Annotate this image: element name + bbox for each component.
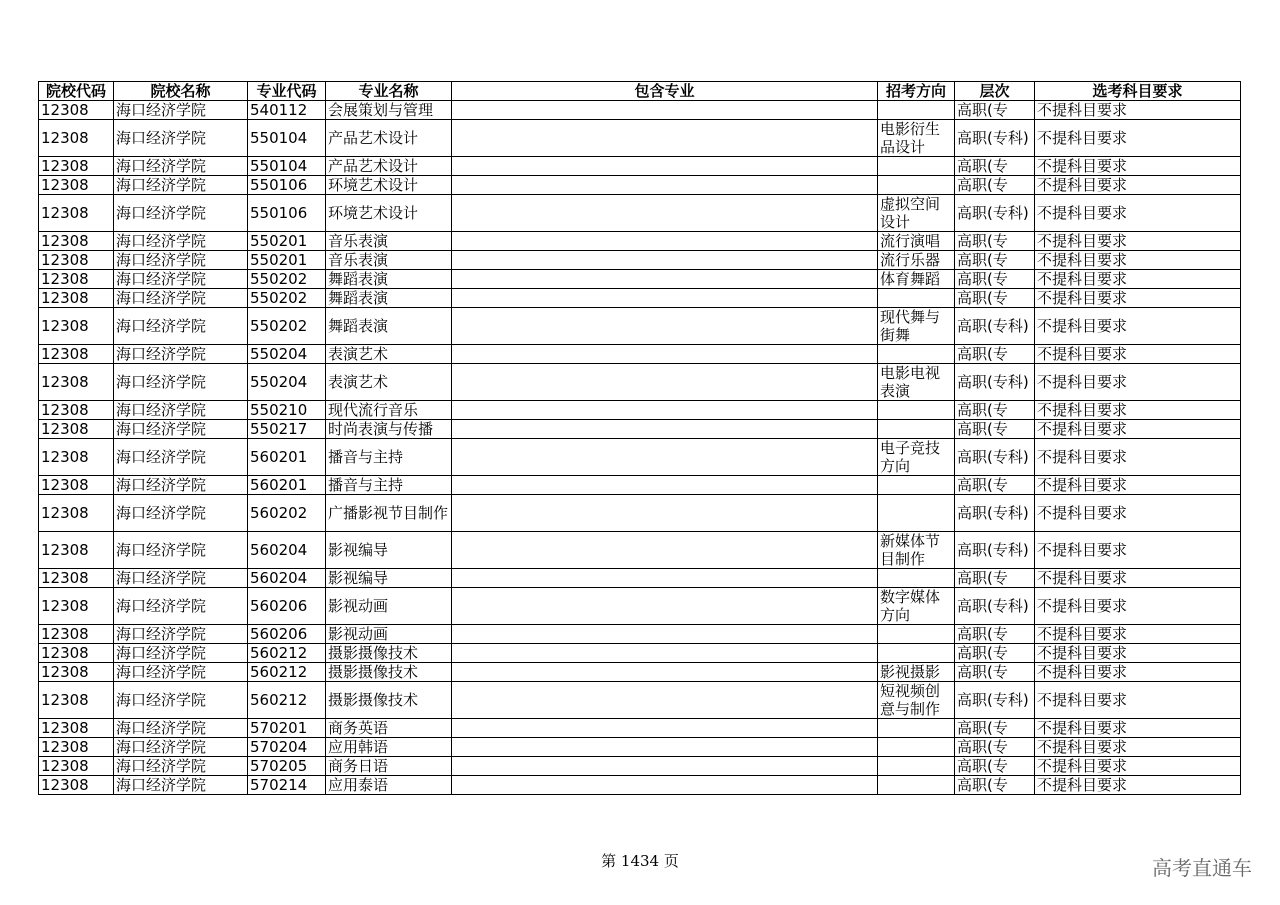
table-row: [39, 364, 1241, 401]
included-majors-cell: [452, 625, 878, 644]
major-name-cell: 表演艺术: [326, 364, 452, 401]
school-name-cell: 海口经济学院: [114, 588, 248, 625]
major-name-cell: 音乐表演: [326, 232, 452, 251]
subject-requirement-cell: 不提科目要求: [1035, 644, 1241, 663]
subject-requirement-cell: 不提科目要求: [1035, 120, 1241, 157]
school-name-cell: 海口经济学院: [114, 308, 248, 345]
school-code-cell: 12308: [39, 364, 114, 401]
included-majors-cell: [452, 476, 878, 495]
major-name-cell: 摄影摄像技术: [326, 663, 452, 682]
level-cell: 高职(专科): [955, 682, 1035, 719]
subject-requirement-cell: 不提科目要求: [1035, 588, 1241, 625]
school-code-cell: 12308: [39, 308, 114, 345]
included-majors-cell: [452, 776, 878, 795]
school-code-cell: 12308: [39, 101, 114, 120]
major-name-cell: 影视编导: [326, 532, 452, 569]
major-code-cell: 550202: [248, 308, 326, 345]
major-code-cell: 570201: [248, 719, 326, 738]
admission-direction-cell: 数字媒体方向: [878, 588, 955, 625]
major-name-cell: 商务英语: [326, 719, 452, 738]
table-row: [39, 420, 1241, 439]
school-name-cell: 海口经济学院: [114, 495, 248, 532]
school-name-cell: 海口经济学院: [114, 289, 248, 308]
major-name-cell: 会展策划与管理: [326, 101, 452, 120]
level-cell: 高职(专: [955, 476, 1035, 495]
table-row: [39, 195, 1241, 232]
table-row: [39, 270, 1241, 289]
major-name-cell: 舞蹈表演: [326, 270, 452, 289]
admission-direction-cell: [878, 101, 955, 120]
included-majors-cell: [452, 176, 878, 195]
major-code-cell: 560212: [248, 644, 326, 663]
school-name-cell: 海口经济学院: [114, 476, 248, 495]
subject-requirement-cell: 不提科目要求: [1035, 101, 1241, 120]
table-row: [39, 176, 1241, 195]
level-cell: 高职(专科): [955, 120, 1035, 157]
level-cell: 高职(专: [955, 776, 1035, 795]
included-majors-cell: [452, 157, 878, 176]
major-name-cell: 环境艺术设计: [326, 176, 452, 195]
level-cell: 高职(专: [955, 176, 1035, 195]
watermark: 高考直通车: [1152, 856, 1252, 880]
table-row: [39, 289, 1241, 308]
level-cell: 高职(专: [955, 569, 1035, 588]
major-name-cell: 商务日语: [326, 757, 452, 776]
major-name-cell: 影视动画: [326, 588, 452, 625]
major-code-cell: 560204: [248, 532, 326, 569]
school-name-cell: 海口经济学院: [114, 364, 248, 401]
admission-direction-cell: [878, 776, 955, 795]
school-code-cell: 12308: [39, 251, 114, 270]
school-name-cell: 海口经济学院: [114, 719, 248, 738]
table-row: [39, 682, 1241, 719]
school-code-cell: 12308: [39, 588, 114, 625]
school-code-cell: 12308: [39, 757, 114, 776]
school-name-cell: 海口经济学院: [114, 195, 248, 232]
school-code-cell: 12308: [39, 495, 114, 532]
admission-direction-cell: 电子竞技方向: [878, 439, 955, 476]
table-row: [39, 101, 1241, 120]
major-name-cell: 影视动画: [326, 625, 452, 644]
level-cell: 高职(专: [955, 663, 1035, 682]
column-header: 包含专业: [452, 82, 878, 101]
school-name-cell: 海口经济学院: [114, 157, 248, 176]
subject-requirement-cell: 不提科目要求: [1035, 289, 1241, 308]
school-name-cell: 海口经济学院: [114, 401, 248, 420]
school-code-cell: 12308: [39, 682, 114, 719]
school-code-cell: 12308: [39, 569, 114, 588]
included-majors-cell: [452, 663, 878, 682]
table-row: [39, 719, 1241, 738]
admission-direction-cell: [878, 157, 955, 176]
subject-requirement-cell: 不提科目要求: [1035, 663, 1241, 682]
major-name-cell: 应用泰语: [326, 776, 452, 795]
level-cell: 高职(专: [955, 757, 1035, 776]
school-name-cell: 海口经济学院: [114, 420, 248, 439]
major-name-cell: 音乐表演: [326, 251, 452, 270]
major-name-cell: 摄影摄像技术: [326, 644, 452, 663]
subject-requirement-cell: 不提科目要求: [1035, 308, 1241, 345]
included-majors-cell: [452, 195, 878, 232]
major-code-cell: 550106: [248, 195, 326, 232]
included-majors-cell: [452, 682, 878, 719]
school-name-cell: 海口经济学院: [114, 738, 248, 757]
school-code-cell: 12308: [39, 532, 114, 569]
school-code-cell: 12308: [39, 663, 114, 682]
major-code-cell: 550104: [248, 120, 326, 157]
included-majors-cell: [452, 719, 878, 738]
school-code-cell: 12308: [39, 401, 114, 420]
school-name-cell: 海口经济学院: [114, 101, 248, 120]
included-majors-cell: [452, 439, 878, 476]
school-name-cell: 海口经济学院: [114, 625, 248, 644]
column-header: 选考科目要求: [1035, 82, 1241, 101]
major-code-cell: 550217: [248, 420, 326, 439]
admission-direction-cell: [878, 738, 955, 757]
table-header-row: [39, 82, 1241, 101]
school-name-cell: 海口经济学院: [114, 120, 248, 157]
subject-requirement-cell: 不提科目要求: [1035, 251, 1241, 270]
major-code-cell: 550202: [248, 270, 326, 289]
column-header: 院校名称: [114, 82, 248, 101]
admission-direction-cell: 现代舞与街舞: [878, 308, 955, 345]
admission-direction-cell: [878, 289, 955, 308]
subject-requirement-cell: 不提科目要求: [1035, 195, 1241, 232]
table-row: [39, 776, 1241, 795]
major-code-cell: 560212: [248, 663, 326, 682]
school-name-cell: 海口经济学院: [114, 663, 248, 682]
major-name-cell: 产品艺术设计: [326, 157, 452, 176]
school-code-cell: 12308: [39, 176, 114, 195]
included-majors-cell: [452, 644, 878, 663]
admission-direction-cell: [878, 420, 955, 439]
level-cell: 高职(专: [955, 644, 1035, 663]
included-majors-cell: [452, 120, 878, 157]
level-cell: 高职(专科): [955, 588, 1035, 625]
admission-direction-cell: [878, 345, 955, 364]
school-code-cell: 12308: [39, 644, 114, 663]
admission-direction-cell: 体育舞蹈: [878, 270, 955, 289]
major-name-cell: 现代流行音乐: [326, 401, 452, 420]
school-code-cell: 12308: [39, 738, 114, 757]
major-name-cell: 播音与主持: [326, 439, 452, 476]
admission-direction-cell: 电影电视表演: [878, 364, 955, 401]
school-name-cell: 海口经济学院: [114, 270, 248, 289]
school-name-cell: 海口经济学院: [114, 644, 248, 663]
level-cell: 高职(专科): [955, 364, 1035, 401]
admission-direction-cell: 电影衍生品设计: [878, 120, 955, 157]
level-cell: 高职(专: [955, 345, 1035, 364]
included-majors-cell: [452, 588, 878, 625]
school-name-cell: 海口经济学院: [114, 251, 248, 270]
major-code-cell: 570205: [248, 757, 326, 776]
subject-requirement-cell: 不提科目要求: [1035, 157, 1241, 176]
table-row: [39, 345, 1241, 364]
table-row: [39, 251, 1241, 270]
admission-direction-cell: 新媒体节目制作: [878, 532, 955, 569]
subject-requirement-cell: 不提科目要求: [1035, 495, 1241, 532]
subject-requirement-cell: 不提科目要求: [1035, 232, 1241, 251]
school-code-cell: 12308: [39, 420, 114, 439]
subject-requirement-cell: 不提科目要求: [1035, 757, 1241, 776]
included-majors-cell: [452, 532, 878, 569]
school-name-cell: 海口经济学院: [114, 757, 248, 776]
level-cell: 高职(专: [955, 401, 1035, 420]
level-cell: 高职(专科): [955, 495, 1035, 532]
level-cell: 高职(专科): [955, 439, 1035, 476]
included-majors-cell: [452, 757, 878, 776]
major-code-cell: 550210: [248, 401, 326, 420]
level-cell: 高职(专: [955, 251, 1035, 270]
major-code-cell: 560201: [248, 476, 326, 495]
level-cell: 高职(专科): [955, 195, 1035, 232]
table-body: [39, 101, 1241, 795]
school-name-cell: 海口经济学院: [114, 776, 248, 795]
column-header: 专业代码: [248, 82, 326, 101]
table-row: [39, 532, 1241, 569]
major-name-cell: 广播影视节目制作: [326, 495, 452, 532]
major-name-cell: 环境艺术设计: [326, 195, 452, 232]
table-row: [39, 157, 1241, 176]
admission-direction-cell: 虚拟空间设计: [878, 195, 955, 232]
included-majors-cell: [452, 232, 878, 251]
major-code-cell: 560206: [248, 588, 326, 625]
subject-requirement-cell: 不提科目要求: [1035, 345, 1241, 364]
table-row: [39, 569, 1241, 588]
included-majors-cell: [452, 420, 878, 439]
school-name-cell: 海口经济学院: [114, 439, 248, 476]
subject-requirement-cell: 不提科目要求: [1035, 625, 1241, 644]
school-code-cell: 12308: [39, 270, 114, 289]
admissions-table: [38, 81, 1241, 795]
school-code-cell: 12308: [39, 157, 114, 176]
table-row: [39, 625, 1241, 644]
subject-requirement-cell: 不提科目要求: [1035, 776, 1241, 795]
school-name-cell: 海口经济学院: [114, 682, 248, 719]
subject-requirement-cell: 不提科目要求: [1035, 401, 1241, 420]
column-header: 招考方向: [878, 82, 955, 101]
included-majors-cell: [452, 101, 878, 120]
table-row: [39, 308, 1241, 345]
subject-requirement-cell: 不提科目要求: [1035, 439, 1241, 476]
admission-direction-cell: 流行演唱: [878, 232, 955, 251]
major-code-cell: 560201: [248, 439, 326, 476]
admission-direction-cell: [878, 569, 955, 588]
admission-direction-cell: [878, 176, 955, 195]
level-cell: 高职(专科): [955, 532, 1035, 569]
school-code-cell: 12308: [39, 289, 114, 308]
major-name-cell: 影视编导: [326, 569, 452, 588]
table-row: [39, 644, 1241, 663]
included-majors-cell: [452, 308, 878, 345]
major-code-cell: 560204: [248, 569, 326, 588]
included-majors-cell: [452, 251, 878, 270]
level-cell: 高职(专: [955, 719, 1035, 738]
major-name-cell: 应用韩语: [326, 738, 452, 757]
school-name-cell: 海口经济学院: [114, 569, 248, 588]
major-code-cell: 550104: [248, 157, 326, 176]
major-name-cell: 时尚表演与传播: [326, 420, 452, 439]
major-code-cell: 550201: [248, 232, 326, 251]
admission-direction-cell: [878, 495, 955, 532]
level-cell: 高职(专: [955, 738, 1035, 757]
table-row: [39, 588, 1241, 625]
column-header: 专业名称: [326, 82, 452, 101]
level-cell: 高职(专: [955, 289, 1035, 308]
school-name-cell: 海口经济学院: [114, 232, 248, 251]
major-name-cell: 摄影摄像技术: [326, 682, 452, 719]
table-row: [39, 476, 1241, 495]
admission-direction-cell: 流行乐器: [878, 251, 955, 270]
major-code-cell: 550204: [248, 345, 326, 364]
level-cell: 高职(专: [955, 270, 1035, 289]
column-header: 院校代码: [39, 82, 114, 101]
school-code-cell: 12308: [39, 476, 114, 495]
included-majors-cell: [452, 495, 878, 532]
subject-requirement-cell: 不提科目要求: [1035, 738, 1241, 757]
admission-direction-cell: [878, 719, 955, 738]
school-name-cell: 海口经济学院: [114, 345, 248, 364]
major-name-cell: 舞蹈表演: [326, 308, 452, 345]
subject-requirement-cell: 不提科目要求: [1035, 682, 1241, 719]
table-row: [39, 401, 1241, 420]
subject-requirement-cell: 不提科目要求: [1035, 719, 1241, 738]
included-majors-cell: [452, 569, 878, 588]
major-name-cell: 播音与主持: [326, 476, 452, 495]
subject-requirement-cell: 不提科目要求: [1035, 176, 1241, 195]
school-code-cell: 12308: [39, 719, 114, 738]
major-name-cell: 产品艺术设计: [326, 120, 452, 157]
admission-direction-cell: 短视频创意与制作: [878, 682, 955, 719]
table-row: [39, 120, 1241, 157]
major-code-cell: 560206: [248, 625, 326, 644]
included-majors-cell: [452, 289, 878, 308]
major-code-cell: 550202: [248, 289, 326, 308]
admission-direction-cell: [878, 401, 955, 420]
table-row: [39, 495, 1241, 532]
school-code-cell: 12308: [39, 195, 114, 232]
admission-direction-cell: [878, 644, 955, 663]
major-code-cell: 570204: [248, 738, 326, 757]
table-row: [39, 439, 1241, 476]
level-cell: 高职(专: [955, 420, 1035, 439]
admission-direction-cell: 影视摄影: [878, 663, 955, 682]
major-name-cell: 表演艺术: [326, 345, 452, 364]
level-cell: 高职(专: [955, 232, 1035, 251]
included-majors-cell: [452, 364, 878, 401]
included-majors-cell: [452, 738, 878, 757]
school-code-cell: 12308: [39, 345, 114, 364]
subject-requirement-cell: 不提科目要求: [1035, 569, 1241, 588]
major-code-cell: 550201: [248, 251, 326, 270]
subject-requirement-cell: 不提科目要求: [1035, 420, 1241, 439]
major-code-cell: 570214: [248, 776, 326, 795]
major-code-cell: 540112: [248, 101, 326, 120]
subject-requirement-cell: 不提科目要求: [1035, 270, 1241, 289]
included-majors-cell: [452, 270, 878, 289]
subject-requirement-cell: 不提科目要求: [1035, 532, 1241, 569]
subject-requirement-cell: 不提科目要求: [1035, 364, 1241, 401]
table-row: [39, 738, 1241, 757]
admission-direction-cell: [878, 625, 955, 644]
admission-direction-cell: [878, 757, 955, 776]
admission-direction-cell: [878, 476, 955, 495]
included-majors-cell: [452, 401, 878, 420]
school-name-cell: 海口经济学院: [114, 176, 248, 195]
school-name-cell: 海口经济学院: [114, 532, 248, 569]
table-row: [39, 757, 1241, 776]
column-header: 层次: [955, 82, 1035, 101]
table-row: [39, 663, 1241, 682]
level-cell: 高职(专: [955, 157, 1035, 176]
level-cell: 高职(专: [955, 101, 1035, 120]
school-code-cell: 12308: [39, 120, 114, 157]
school-code-cell: 12308: [39, 776, 114, 795]
level-cell: 高职(专: [955, 625, 1035, 644]
major-name-cell: 舞蹈表演: [326, 289, 452, 308]
school-code-cell: 12308: [39, 232, 114, 251]
school-code-cell: 12308: [39, 439, 114, 476]
level-cell: 高职(专科): [955, 308, 1035, 345]
table-row: [39, 232, 1241, 251]
major-code-cell: 560212: [248, 682, 326, 719]
major-code-cell: 550106: [248, 176, 326, 195]
major-code-cell: 550204: [248, 364, 326, 401]
major-code-cell: 560202: [248, 495, 326, 532]
subject-requirement-cell: 不提科目要求: [1035, 476, 1241, 495]
school-code-cell: 12308: [39, 625, 114, 644]
included-majors-cell: [452, 345, 878, 364]
page-number: 第 1434 页: [601, 852, 679, 870]
